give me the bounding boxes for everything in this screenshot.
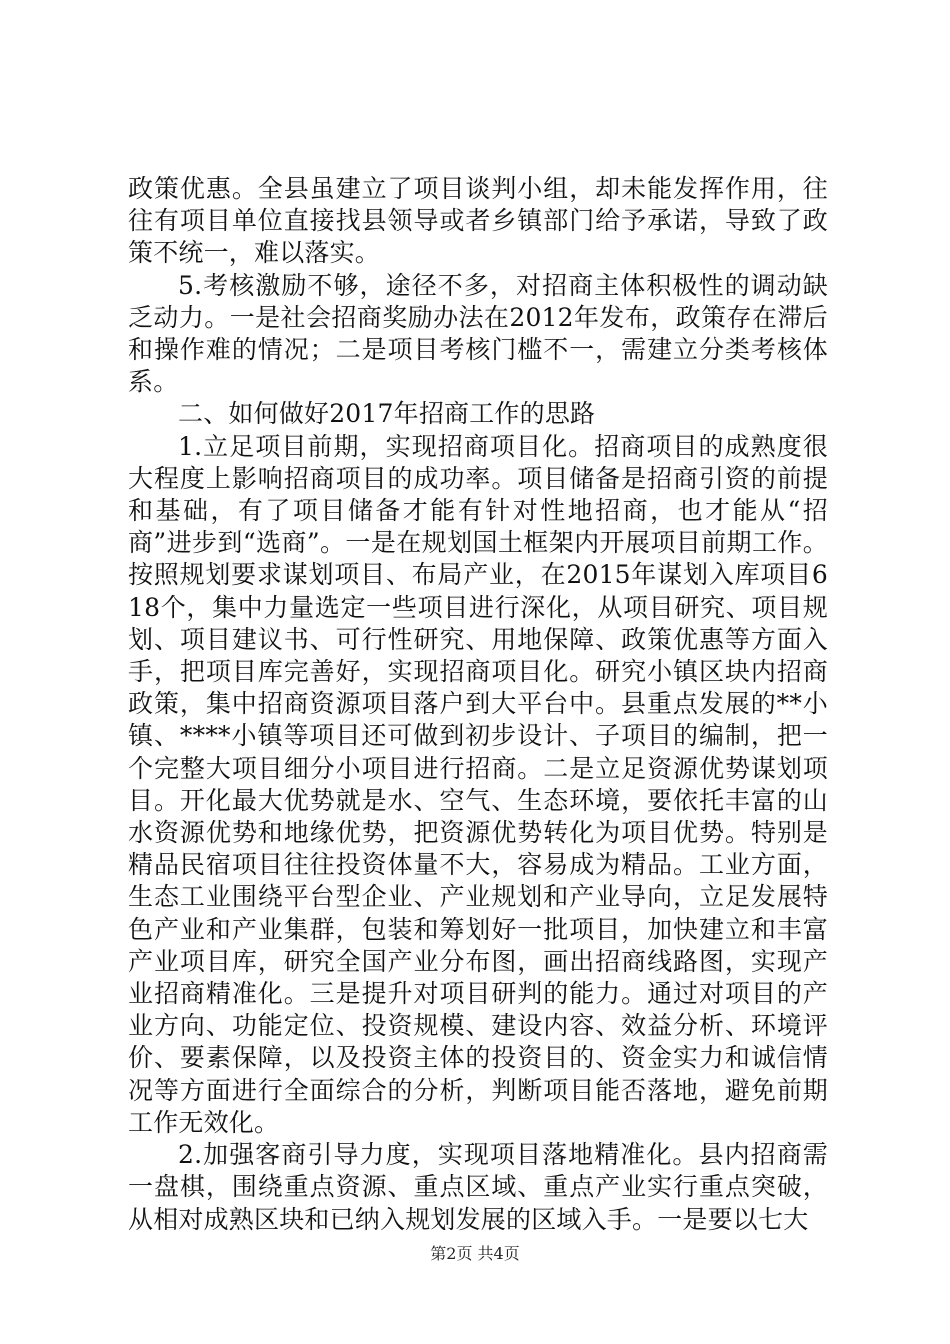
section-heading: 二、如何做好2017年招商工作的思路 [178,399,596,429]
paragraph-item-5: 5.考核激励不够，途径不多，对招商主体积极性的调动缺乏动力。一是社会招商奖励办法在2012年发布，政策存在滞后和操作难的情况；二是项目考核门槛不一，需建立分类考核体系。 [128,270,828,397]
document-body [128,173,828,1236]
paragraph-item-1: 1.立足项目前期，实现招商项目化。招商项目的成熟度很大程度上影响招商项目的成功率。项目储备是招商引资的前提和基础，有了项目储备才能有针对性地招商，也才能从“招商”进步到“选商”。一是在规划国土框架内开展项目前期工作。按照规划要求谋划项目、布局产业，在2015年谋划入库项目618个，集中力量选定一些项目进行深化，从项目研究、项目规划、项目建议书、可行性研究、用地保障、政策优惠等方面入手，把项目库完善好，实现招商项目化。研究小镇区块内招商政策，集中招商资源项目落户到大平台中。县重点发展的**小镇、****小镇等项目还可做到初步设计、子项目的编制，把一个完整大项目细分小项目进行招商。二是立足资源优势谋划项目。开化最大优势就是水、空气、生态环境，要依托丰富的山水资源优势和地缘优势，把资源优势转化为项目优势。特别是精品民宿项目往往投资体量不大，容易成为精品。工业方面，生态工业围绕平台型企业、产业规划和产业导向，立足发展特色产业和产业集群，包装和筹划好一批项目，加快建立和丰富产业项目库，研究全国产业分布图，画出招商线路图，实现产业招商精准化。三是提升对项目研判的能力。通过对项目的产业方向、功能定位、投资规模、建设内容、效益分析、环境评价、要素保障，以及投资主体的投资目的、资金实力和诚信情况等方面进行全面综合的分析，判断项目能否落地，避免前期工作无效化。 [128,431,828,1137]
paragraph-item-2: 2.加强客商引导力度，实现项目落地精准化。县内招商需一盘棋，围绕重点资源、重点区域、重点产业实行重点突破，从相对成熟区块和已纳入规划发展的区域入手。一是要以七大 [128,1140,828,1234]
paragraph-continuation: 政策优惠。全县虽建立了项目谈判小组，却未能发挥作用，往往有项目单位直接找县领导或者乡镇部门给予承诺，导致了政策不统一，难以落实。 [128,174,828,268]
page-footer: 第2页 共4页 [430,1244,520,1263]
